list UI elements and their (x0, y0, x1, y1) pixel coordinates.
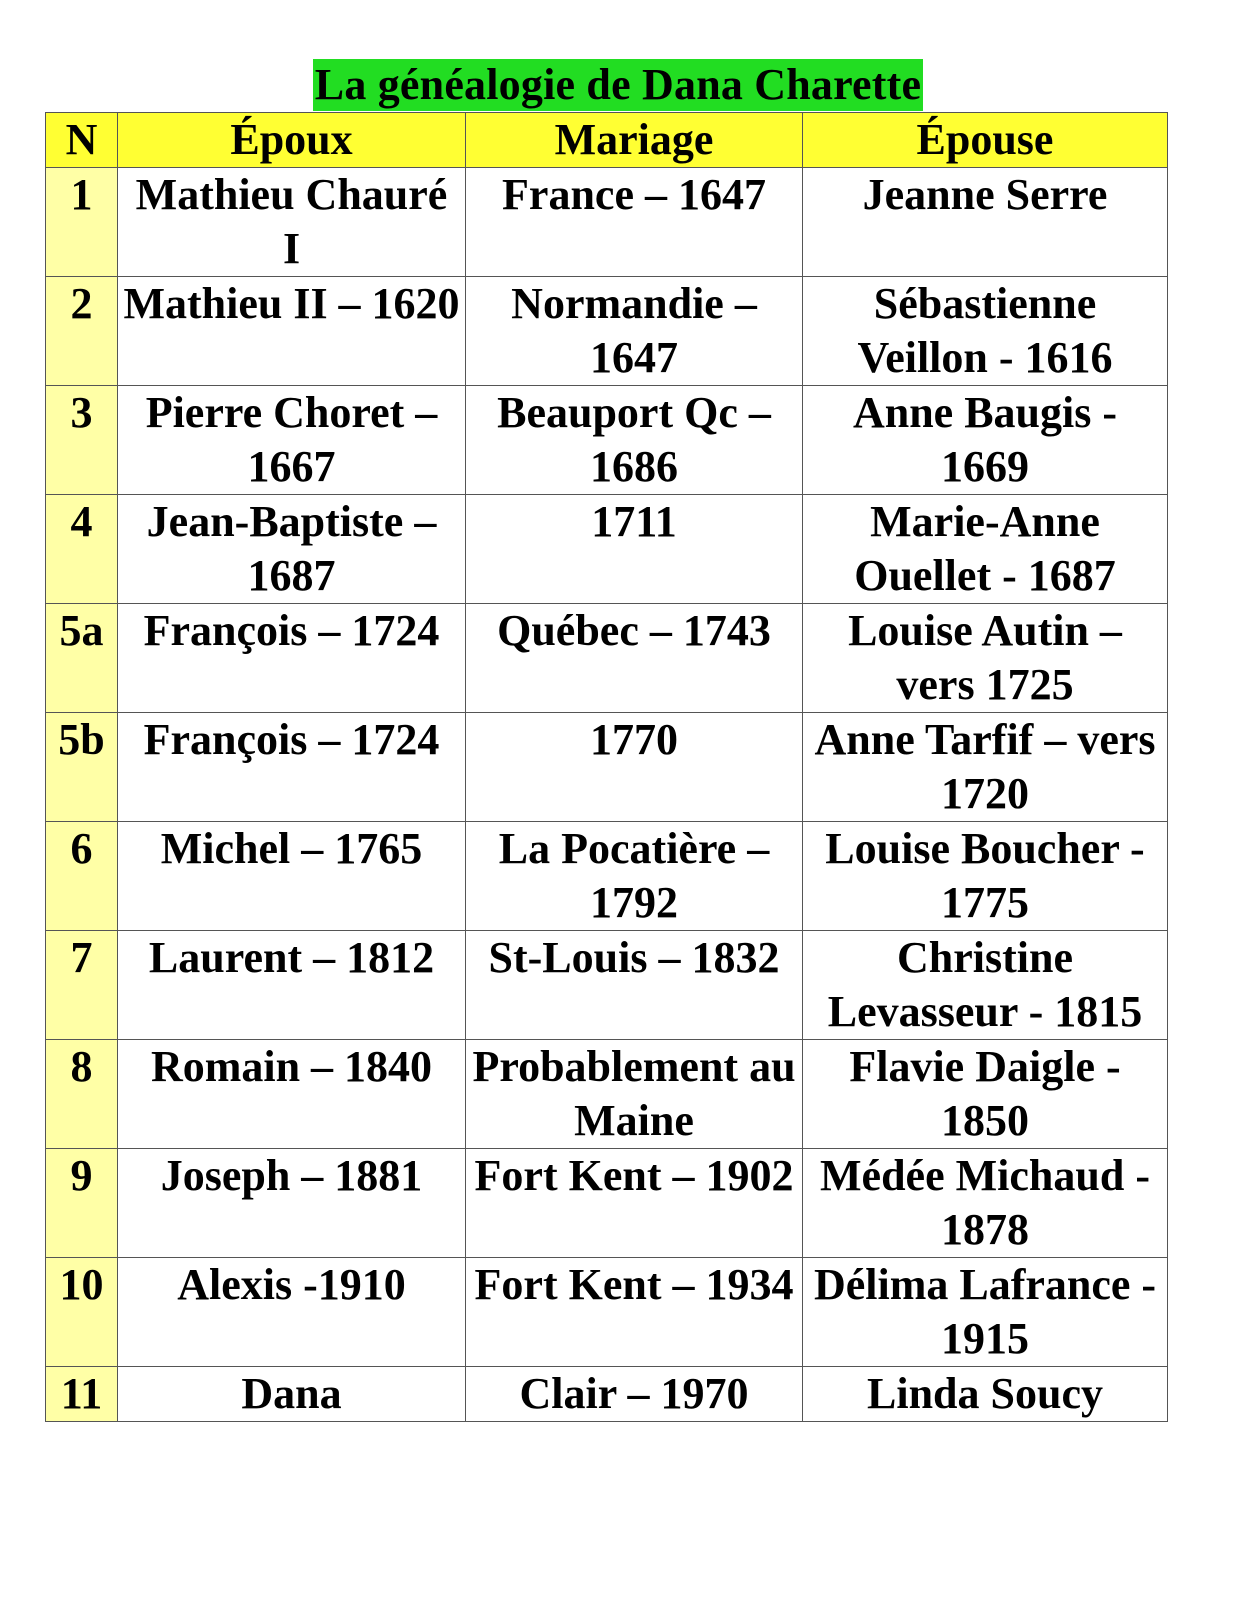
table-row (46, 1258, 1168, 1367)
title-container (0, 59, 1236, 111)
cell-mariage: Québec – 1743 (466, 604, 803, 713)
table-row (46, 277, 1168, 386)
table-row (46, 386, 1168, 495)
table-row (46, 1149, 1168, 1258)
table-row (46, 1040, 1168, 1149)
cell-n: 3 (46, 386, 118, 495)
cell-mariage: 1711 (466, 495, 803, 604)
cell-mariage: Probablement au Maine (466, 1040, 803, 1149)
cell-n: 6 (46, 822, 118, 931)
cell-n: 8 (46, 1040, 118, 1149)
cell-epouse: Anne Baugis - 1669 (803, 386, 1168, 495)
cell-n: 4 (46, 495, 118, 604)
cell-epoux: Romain – 1840 (118, 1040, 466, 1149)
table-row (46, 713, 1168, 822)
cell-epoux: Joseph – 1881 (118, 1149, 466, 1258)
genealogy-table (45, 112, 1168, 1422)
header-mariage: Mariage (466, 113, 803, 168)
cell-mariage: Fort Kent – 1902 (466, 1149, 803, 1258)
page-title: La généalogie de Dana Charette (314, 60, 922, 109)
table-row (46, 604, 1168, 713)
cell-n: 10 (46, 1258, 118, 1367)
cell-epouse: Louise Boucher - 1775 (803, 822, 1168, 931)
cell-epoux: Dana (118, 1367, 466, 1422)
table-row (46, 931, 1168, 1040)
cell-n: 2 (46, 277, 118, 386)
cell-epoux: Mathieu Chauré I (118, 168, 466, 277)
cell-mariage: Normandie – 1647 (466, 277, 803, 386)
cell-epoux: François – 1724 (118, 713, 466, 822)
cell-epouse: Anne Tarfif – vers 1720 (803, 713, 1168, 822)
cell-n: 7 (46, 931, 118, 1040)
cell-n: 5b (46, 713, 118, 822)
cell-mariage: Beauport Qc – 1686 (466, 386, 803, 495)
cell-epoux: Mathieu II – 1620 (118, 277, 466, 386)
header-n: N (46, 113, 118, 168)
cell-epouse: Linda Soucy (803, 1367, 1168, 1422)
header-epouse: Épouse (803, 113, 1168, 168)
cell-epoux: Laurent – 1812 (118, 931, 466, 1040)
cell-epoux: Jean-Baptiste – 1687 (118, 495, 466, 604)
cell-epoux: Michel – 1765 (118, 822, 466, 931)
cell-epouse: Christine Levasseur - 1815 (803, 931, 1168, 1040)
cell-mariage: La Pocatière – 1792 (466, 822, 803, 931)
cell-mariage: Clair – 1970 (466, 1367, 803, 1422)
table-header-row (46, 113, 1168, 168)
cell-n: 5a (46, 604, 118, 713)
cell-epoux: Pierre Choret – 1667 (118, 386, 466, 495)
cell-n: 11 (46, 1367, 118, 1422)
cell-epouse: Marie-Anne Ouellet - 1687 (803, 495, 1168, 604)
cell-epouse: Flavie Daigle - 1850 (803, 1040, 1168, 1149)
cell-epouse: Sébastienne Veillon - 1616 (803, 277, 1168, 386)
cell-epoux: François – 1724 (118, 604, 466, 713)
cell-mariage: Fort Kent – 1934 (466, 1258, 803, 1367)
header-epoux: Époux (118, 113, 466, 168)
table-row (46, 822, 1168, 931)
table-row (46, 1367, 1168, 1422)
cell-epouse: Médée Michaud - 1878 (803, 1149, 1168, 1258)
cell-n: 9 (46, 1149, 118, 1258)
cell-epouse: Louise Autin – vers 1725 (803, 604, 1168, 713)
cell-epouse: Jeanne Serre (803, 168, 1168, 277)
cell-mariage: 1770 (466, 713, 803, 822)
cell-epouse: Délima Lafrance - 1915 (803, 1258, 1168, 1367)
cell-mariage: France – 1647 (466, 168, 803, 277)
cell-mariage: St-Louis – 1832 (466, 931, 803, 1040)
cell-n: 1 (46, 168, 118, 277)
table-row (46, 495, 1168, 604)
cell-epoux: Alexis -1910 (118, 1258, 466, 1367)
table-row (46, 168, 1168, 277)
